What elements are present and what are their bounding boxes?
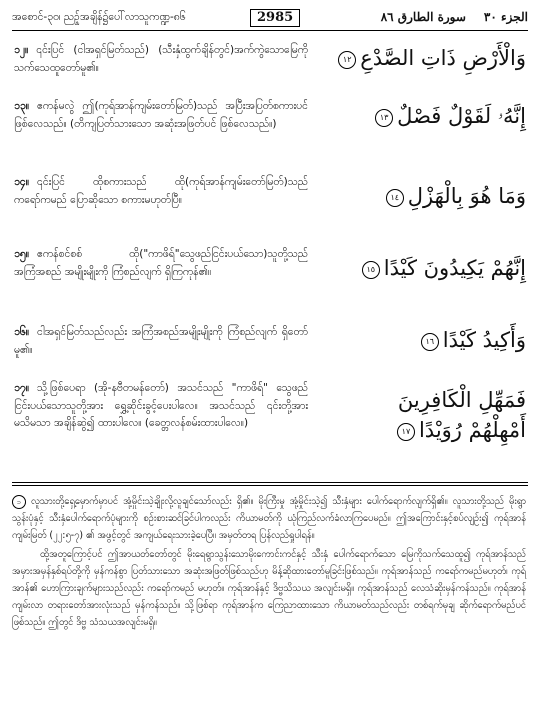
mushaf-page bbox=[12, 8, 528, 704]
footnote-paragraph-1: ၁ လူသားတို့ရှေ့မှောက်မှာပင် အုံ့မှိုင်းသဲ့ချိုးလို့လူချင်သော်လည်း ရှိ၏။ မိုးကြီးမှု အုံ့မှိုင်းသဲ့၍ သီးနှံများ ပေါက်ရောက်လျက်ရှိ၏။ လူသားတို့သည် မိုးရွာသွန်းပုံနှင့် သီးနှံပေါက်ရောက်ပုံများကို စဉ်းစားဆင်ခြင်ပါကလည်း ကိယာမတ်ကို ယုံကြည်လက်ခံလာကြပေမည်။ ဤအကြောင်းနှင့်စပ်လျဉ်း၍ ကုရ်အာန်ကျမ်းမြတ် (၂၂:၅-၇) ၏ အဖွင့်တွင် အကျယ်ရေးသားခဲ့ပေပြီ။ အမှတ်တရ ပြန်လည်ရှုပါရန်။ bbox=[12, 496, 526, 541]
verse-arabic: وَأَكِيدُ كَيْدًا١٦ bbox=[314, 326, 526, 354]
verse-translation: ငါအရှင်မြတ်သည်လည်း အကြံအစည်အမျိုးမျိုးကို ကြံစည်လျက် ရှိတော်မူ၏။ bbox=[14, 326, 308, 356]
juz-label: الجزء ٣٠ bbox=[483, 10, 528, 24]
ayah-marker-icon: ١٢ bbox=[338, 51, 356, 69]
ayah-marker-icon: ١٥ bbox=[362, 261, 380, 279]
header-chapter-info: အစောင်-၃၀၊ ညဥ့်အချိန်၌ပေါ်လာသူကဏ္ဍ-၈၆ bbox=[12, 11, 186, 23]
footnote-divider-inner bbox=[12, 485, 528, 486]
page-header bbox=[12, 8, 528, 31]
verse-arabic: إِنَّهُۥ لَقَوْلٌ فَصْلٌ١٣ bbox=[314, 102, 526, 130]
verse-number: ၁၇။ bbox=[14, 382, 29, 394]
footnote-marker-icon: ၁ bbox=[12, 495, 26, 509]
ayah-marker-icon: ١٤ bbox=[386, 189, 404, 207]
ayah-marker-icon: ١٧ bbox=[397, 423, 415, 441]
verse-translation: ၎င်းပြင် (ငါအရှင်မြတ်သည်) (သီးနှံထွက်ချိန်တွင်)အက်ကွဲသောမြေကို သက်သေထူတော်မူ၏။ bbox=[14, 44, 308, 74]
verse-translation: ဧကန်စင်စစ် ထို("ကာဖိရ်"သွေဖည်ငြင်းပယ်သော)သူတို့သည် အကြံအစည် အမျိုးမျိုးကို ကြံစည်လျက် ရှိကြကုန်၏။ bbox=[14, 248, 308, 278]
surah-label: سورة الطارق ٨٦ bbox=[380, 10, 466, 24]
verse-number: ၁၅။ bbox=[14, 248, 29, 260]
ayah-marker-icon: ١٦ bbox=[421, 333, 439, 351]
verse-number: ၁၂။ bbox=[14, 44, 29, 56]
verse-arabic-line-1: فَمَهِّلِ الْكَافِرِينَ bbox=[397, 388, 526, 412]
verse-arabic: وَمَا هُوَ بِالْهَزْلِ١٤ bbox=[314, 182, 526, 210]
verse-translation: ၎င်းပြင် ထိုစကားသည် ထို(ကုရ်အာန်ကျမ်းတော်မြတ်)သည် ကရော်ကမည် ပြောဆိုသော စကားမဟုတ်ပြီ။ bbox=[14, 176, 308, 206]
ayah-marker-icon: ١٣ bbox=[375, 109, 393, 127]
footnote-divider bbox=[12, 482, 528, 483]
footnote-paragraph-2: ထို့အတူကြောင့်ပင် ဤအာယတ်တော်တွင် မိုးရေရွာသွန်းသောမိုးကောင်းကင်နှင့် သီးနှံ ပေါက်ရောက်သော မြေကိုသက်သေထူ၍ ကုရ်အာန်သည် အမှားအမှန်နှစ်ရပ်တို့ကို မှန်ကန်စွာ ပြတ်သားသော အဆုံးအဖြတ်ဖြစ်သည်ဟု မိန့်ဆိုထားတော်မူခြင်းဖြစ်သည်။ ကုရ်အာန်သည် ကရော်ကမည်မဟုတ်၊ ကုရ်အာန်၏ ဟောကြားချက်များသည်လည်း ကရော်ကမည် မဟုတ်။ ကုရ်အာန်နှင့် ဒိဗ္ဗသိသယ အလျင်းမရှိ။ ကုရ်အာန်သည် လေသံဆိုးမှန်ကန်သည်။ ကုရ်အာန်ကျမ်းလာ တရားတော်အားလုံးသည် မှန်ကန်သည်။ သို့ဖြစ်ရာ ကုရ်အာန်က ကြေညာထားသော ကိယာမတ်သည်လည်း တစ်ရက်မုချ ဆိုက်ရောက်မည်ပင်ဖြစ်သည်။ ဤတွင် ဒိဗ္ဗ သံသယအလျင်းမရှိ။ bbox=[12, 549, 526, 628]
verse-number: ၁၄။ bbox=[14, 176, 29, 188]
footnotes bbox=[12, 493, 526, 631]
verse-arabic-line-2: أَمْهِلْهُمْ رُوَيْدًا١٧ bbox=[314, 416, 526, 444]
verse-arabic: إِنَّهُمْ يَكِيدُونَ كَيْدًا١٥ bbox=[314, 254, 526, 282]
verse-translation: သို့ဖြစ်ပေရာ (အို-နဗီတမန်တော်) အသင်သည် "ကာဖိရ်" သွေဖည်ငြင်းပယ်သောသူတို့အား ရွှေ့ဆိုင်းခွင့်ပေးပါလေ။ အသင်သည် ၎င်းတို့အား မသိမသာ အချိန်ဆွဲ၍ ထားပါလေ။ (ခေတ္တလန်စမ်းထားပါလေ။) bbox=[14, 382, 308, 429]
verse-translation: ဧကန်မလွဲ ဤ(ကုရ်အာန်ကျမ်းတော်မြတ်)သည် အပြီးအပြတ်စကားပင်ဖြစ်လေသည်။ (တိကျပြတ်သားသော အဆုံးအဖြတ်ပင် ဖြစ်လေသည်။) bbox=[14, 100, 308, 130]
verse-arabic: وَالْأَرْضِ ذَاتِ الصَّدْعِ١٢ bbox=[314, 44, 526, 72]
verse-number: ၁၆။ bbox=[14, 326, 29, 338]
page-number: 2985 bbox=[250, 9, 300, 27]
verse-number: ၁၃။ bbox=[14, 100, 29, 112]
header-surah-info bbox=[363, 10, 528, 24]
